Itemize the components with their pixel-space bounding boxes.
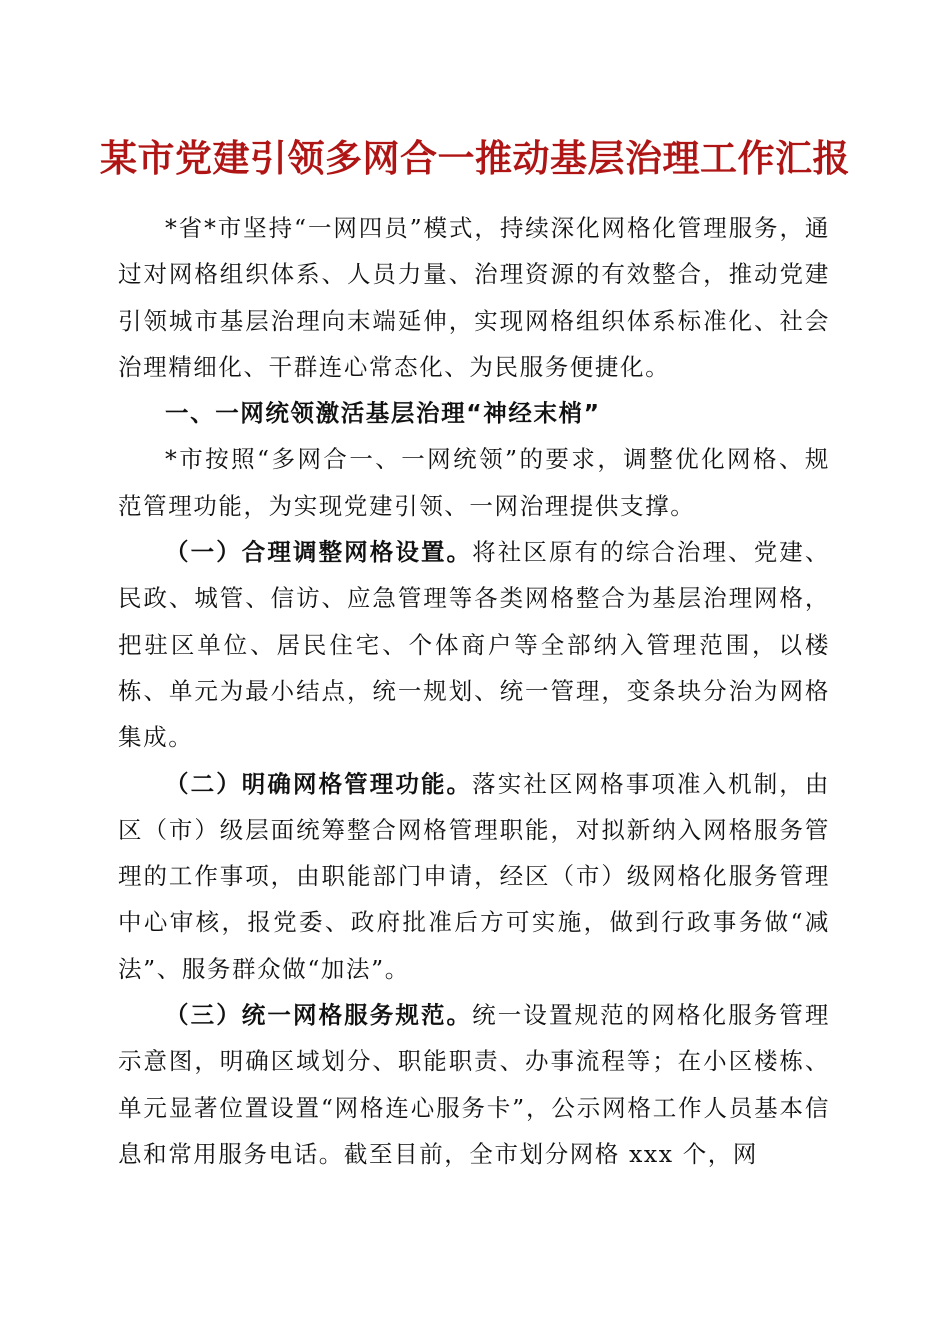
document-body: [118, 205, 830, 1177]
section-intro-paragraph: *市按照“多网合一、一网统领”的要求，调整优化网格、规范管理功能，为实现党建引领、一网治理提供支撑。: [118, 445, 830, 520]
item-text: 统一设置规范的网格化服务管理示意图，明确区域划分、职能职责、办事流程等；在小区楼栋、单元显著位置设置“网格连心服务卡”，公示网格工作人员基本信息和常用服务电话。截至目前，全市划分网格 xxx 个，网: [118, 1001, 830, 1168]
item-paragraph-2: [118, 761, 830, 992]
item-text: 落实社区网格事项准入机制，由区（市）级层面统筹整合网格管理职能，对拟新纳入网格服务管理的工作事项，由职能部门申请，经区（市）级网格化服务管理中心审核，报党委、政府批准后方可实施，做到行政事务做“减法”、服务群众做“加法”。: [118, 769, 830, 983]
item-lead: （三）统一网格服务规范。: [165, 1001, 473, 1030]
intro-paragraph: *省*市坚持“一网四员”模式，持续深化网格化管理服务，通过对网格组织体系、人员力量、治理资源的有效整合，推动党建引领城市基层治理向末端延伸，实现网格组织体系标准化、社会治理精细化、干群连心常态化、为民服务便捷化。: [118, 214, 830, 381]
item-lead: （二）明确网格管理功能。: [165, 769, 473, 798]
document-title: 某市党建引领多网合一推动基层治理工作汇报: [100, 136, 850, 180]
section-heading: 一、一网统领激活基层治理“神经末梢”: [165, 399, 601, 428]
item-text: 将社区原有的综合治理、党建、民政、城管、信访、应急管理等各类网格整合为基层治理网格，把驻区单位、居民住宅、个体商户等全部纳入管理范围，以楼栋、单元为最小结点，统一规划、统一管理，变条块分治为网格集成。: [118, 538, 830, 752]
item-lead: （一）合理调整网格设置。: [165, 538, 473, 567]
item-paragraph-3: [118, 992, 830, 1177]
item-paragraph-1: [118, 529, 830, 760]
